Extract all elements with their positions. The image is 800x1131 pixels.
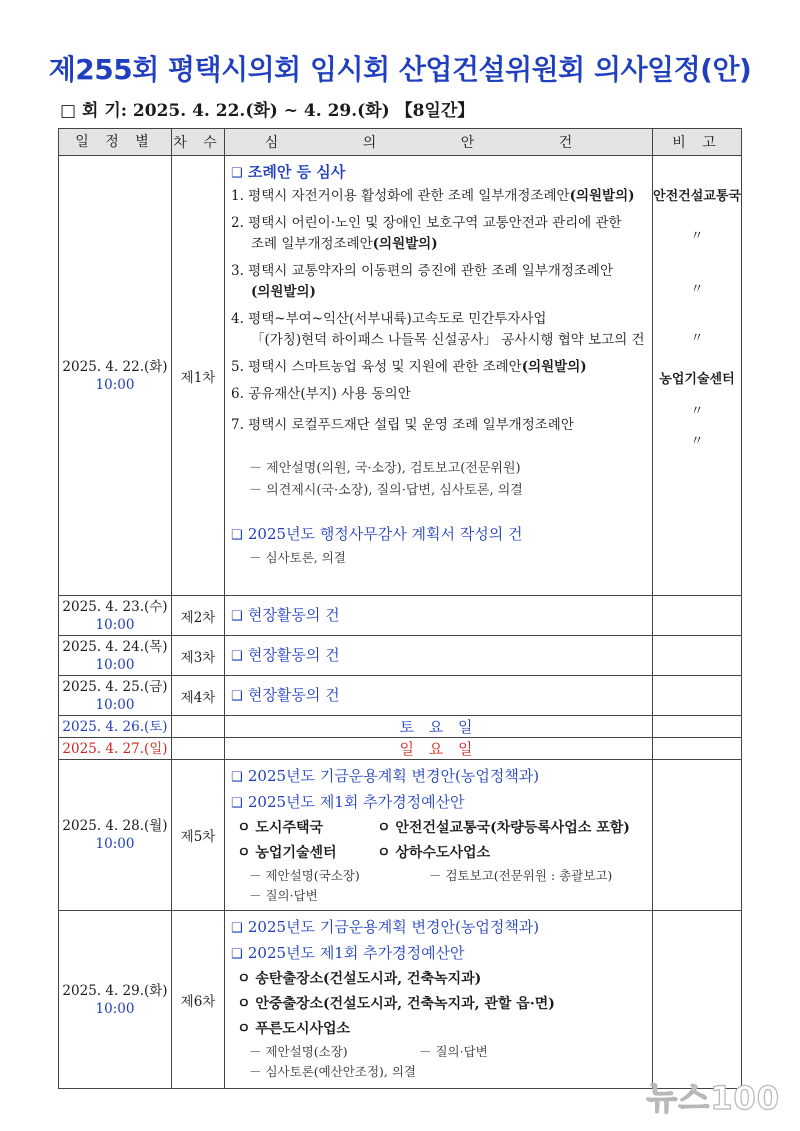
checkbox-icon: ❑ (231, 688, 243, 704)
header-agenda: 심 의 안 건 (225, 129, 653, 156)
date-cell (59, 911, 172, 1089)
agenda-heading (231, 941, 646, 967)
table-row (59, 738, 742, 760)
agenda-cell (225, 760, 653, 911)
holiday-label: 일 요 일 (225, 738, 653, 760)
list-item: 1. 평택시 자전거이용 활성화에 관한 조례 일부개정조례안(의원발의) (231, 188, 635, 204)
session-period: □ 회 기: 2025. 4. 22.(화) ~ 4. 29.(화) 【8일간】 (60, 101, 475, 121)
checkbox-icon: ❑ (231, 608, 243, 624)
checkbox-icon: ❑ (231, 921, 243, 936)
table-row (59, 676, 742, 716)
agenda-cell (225, 636, 653, 676)
header-no: 차 수 (172, 129, 225, 156)
procedure-note: － 심사토론, 의결 (249, 550, 346, 565)
agenda-heading-text: 현장활동의 건 (247, 685, 340, 704)
date-cell (59, 596, 172, 636)
note: 〃 (690, 330, 704, 346)
procedure-note: － 의견제시(국·소장), 질의·답변, 심사토론, 의결 (249, 483, 523, 498)
date: 2025. 4. 25.(금) (62, 678, 168, 695)
list-item: 7. 평택시 로컬푸드재단 설립 및 운영 조례 일부개정조례안 (231, 417, 574, 433)
holiday-label: 토 요 일 (225, 716, 653, 738)
header-date: 일 정 별 (59, 129, 172, 156)
checkbox-icon: ❑ (231, 528, 243, 543)
agenda-heading-text: 2025년도 기금운용계획 변경안(농업정책과) (247, 767, 540, 785)
table-row (59, 156, 742, 596)
time: 10:00 (95, 616, 135, 633)
agenda-heading-text: 현장활동의 건 (247, 605, 340, 624)
date: 2025. 4. 24.(목) (62, 638, 168, 655)
date-cell (59, 676, 172, 716)
table-header-row (59, 129, 742, 156)
agenda-cell (225, 911, 653, 1089)
checkbox-icon: ❑ (231, 648, 243, 664)
list-item: 3. 평택시 교통약자의 이동편의 증진에 관한 조례 일부개정조례안 (의원발의) (231, 263, 613, 300)
agenda-heading-text: 2025년도 행정사무감사 계획서 작성의 건 (247, 525, 523, 543)
checkbox-icon: ❑ (231, 166, 243, 181)
note-cell (653, 596, 742, 636)
list-item: ㅇ 농업기술센터 ㅇ 상하수도사업소 (237, 845, 491, 861)
time: 10:00 (95, 836, 135, 852)
agenda-cell (225, 676, 653, 716)
date: 2025. 4. 29.(화) (62, 982, 168, 999)
agenda-heading (231, 160, 646, 186)
agenda-heading-text: 2025년도 기금운용계획 변경안(농업정책과) (247, 918, 540, 936)
table-row (59, 911, 742, 1089)
agenda-heading-text: 현장활동의 건 (247, 645, 340, 664)
note: 〃 (690, 281, 704, 297)
note: 〃 (690, 403, 704, 419)
table-row (59, 716, 742, 738)
session-no: 제6차 (172, 911, 225, 1089)
note-cell (653, 760, 742, 911)
session-no: 제1차 (172, 156, 225, 596)
schedule-table (58, 128, 742, 1089)
note: 농업기술센터 (659, 371, 735, 387)
agenda-cell (225, 596, 653, 636)
date-cell (59, 760, 172, 911)
session-no: 제2차 (172, 596, 225, 636)
list-item: 2. 평택시 어린이·노인 및 장애인 보호구역 교통안전과 관리에 관한 조례 일부개정조례안(의원발의) (231, 215, 622, 252)
session-no (172, 716, 225, 738)
time: 10:00 (95, 376, 135, 393)
date-cell: 2025. 4. 27.(일) (59, 738, 172, 760)
note: 〃 (690, 228, 704, 244)
session-no: 제4차 (172, 676, 225, 716)
agenda-heading (231, 915, 646, 941)
note-cell (653, 156, 742, 596)
procedure-note: － 제안설명(소장) － 질의·답변 (249, 1044, 488, 1059)
time: 10:00 (95, 696, 135, 713)
checkbox-icon: ❑ (231, 796, 243, 811)
agenda-heading (231, 790, 646, 816)
agenda-heading-text: 2025년도 제1회 추가경정예산안 (247, 944, 465, 962)
agenda-heading (231, 764, 646, 790)
date-cell (59, 156, 172, 596)
agenda-heading (231, 522, 646, 548)
table-row (59, 760, 742, 911)
procedure-note: － 질의·답변 (249, 888, 318, 903)
page-title: 제255회 평택시의회 임시회 산업건설위원회 의사일정(안) (48, 53, 752, 86)
note-cell (653, 911, 742, 1089)
session-no: 제3차 (172, 636, 225, 676)
note-cell (653, 676, 742, 716)
list-item: ㅇ 안중출장소(건설도시과, 건축녹지과, 관할 읍·면) (237, 996, 555, 1012)
list-item: ㅇ 송탄출장소(건설도시과, 건축녹지과) (237, 971, 482, 987)
list-item: 4. 평택~부여~익산(서부내륙)고속도로 민간투자사업 「(가칭)현덕 하이패스 나들목 신설공사」 공사시행 협약 보고의 건 (231, 311, 645, 348)
list-item: 6. 공유재산(부지) 사용 동의안 (231, 386, 411, 402)
date: 2025. 4. 23.(수) (62, 598, 168, 615)
agenda-cell (225, 156, 653, 596)
note-cell (653, 738, 742, 760)
news-logo: 뉴스100 (646, 1079, 780, 1117)
list-item: ㅇ 도시주택국 ㅇ 안전건설교통국(차량등록사업소 포함) (237, 820, 630, 836)
table-row (59, 596, 742, 636)
table-row (59, 636, 742, 676)
date-cell (59, 636, 172, 676)
session-no (172, 738, 225, 760)
checkbox-icon: ❑ (231, 770, 243, 785)
time: 10:00 (95, 1000, 135, 1017)
header-note: 비 고 (653, 129, 742, 156)
procedure-note: － 심사토론(예산안조정), 의결 (249, 1064, 416, 1079)
date-cell: 2025. 4. 26.(토) (59, 716, 172, 738)
procedure-note: － 제안설명(국소장) － 검토보고(전문위원 : 총괄보고) (249, 868, 613, 883)
procedure-note: － 제안설명(의원, 국·소장), 검토보고(전문위원) (249, 461, 521, 476)
agenda-heading-text: 조례안 등 심사 (247, 163, 346, 181)
note: 〃 (690, 433, 704, 449)
list-item: ㅇ 푸른도시사업소 (237, 1021, 351, 1037)
date: 2025. 4. 28.(월) (62, 818, 168, 834)
checkbox-icon: ❑ (231, 947, 243, 962)
time: 10:00 (95, 656, 135, 673)
agenda-heading-text: 2025년도 제1회 추가경정예산안 (247, 793, 465, 811)
note: 안전건설교통국 (653, 188, 741, 204)
note-cell (653, 716, 742, 738)
list-item: 5. 평택시 스마트농업 육성 및 지원에 관한 조례안(의원발의) (231, 359, 587, 375)
note-cell (653, 636, 742, 676)
session-no: 제5차 (172, 760, 225, 911)
date: 2025. 4. 22.(화) (62, 358, 168, 375)
